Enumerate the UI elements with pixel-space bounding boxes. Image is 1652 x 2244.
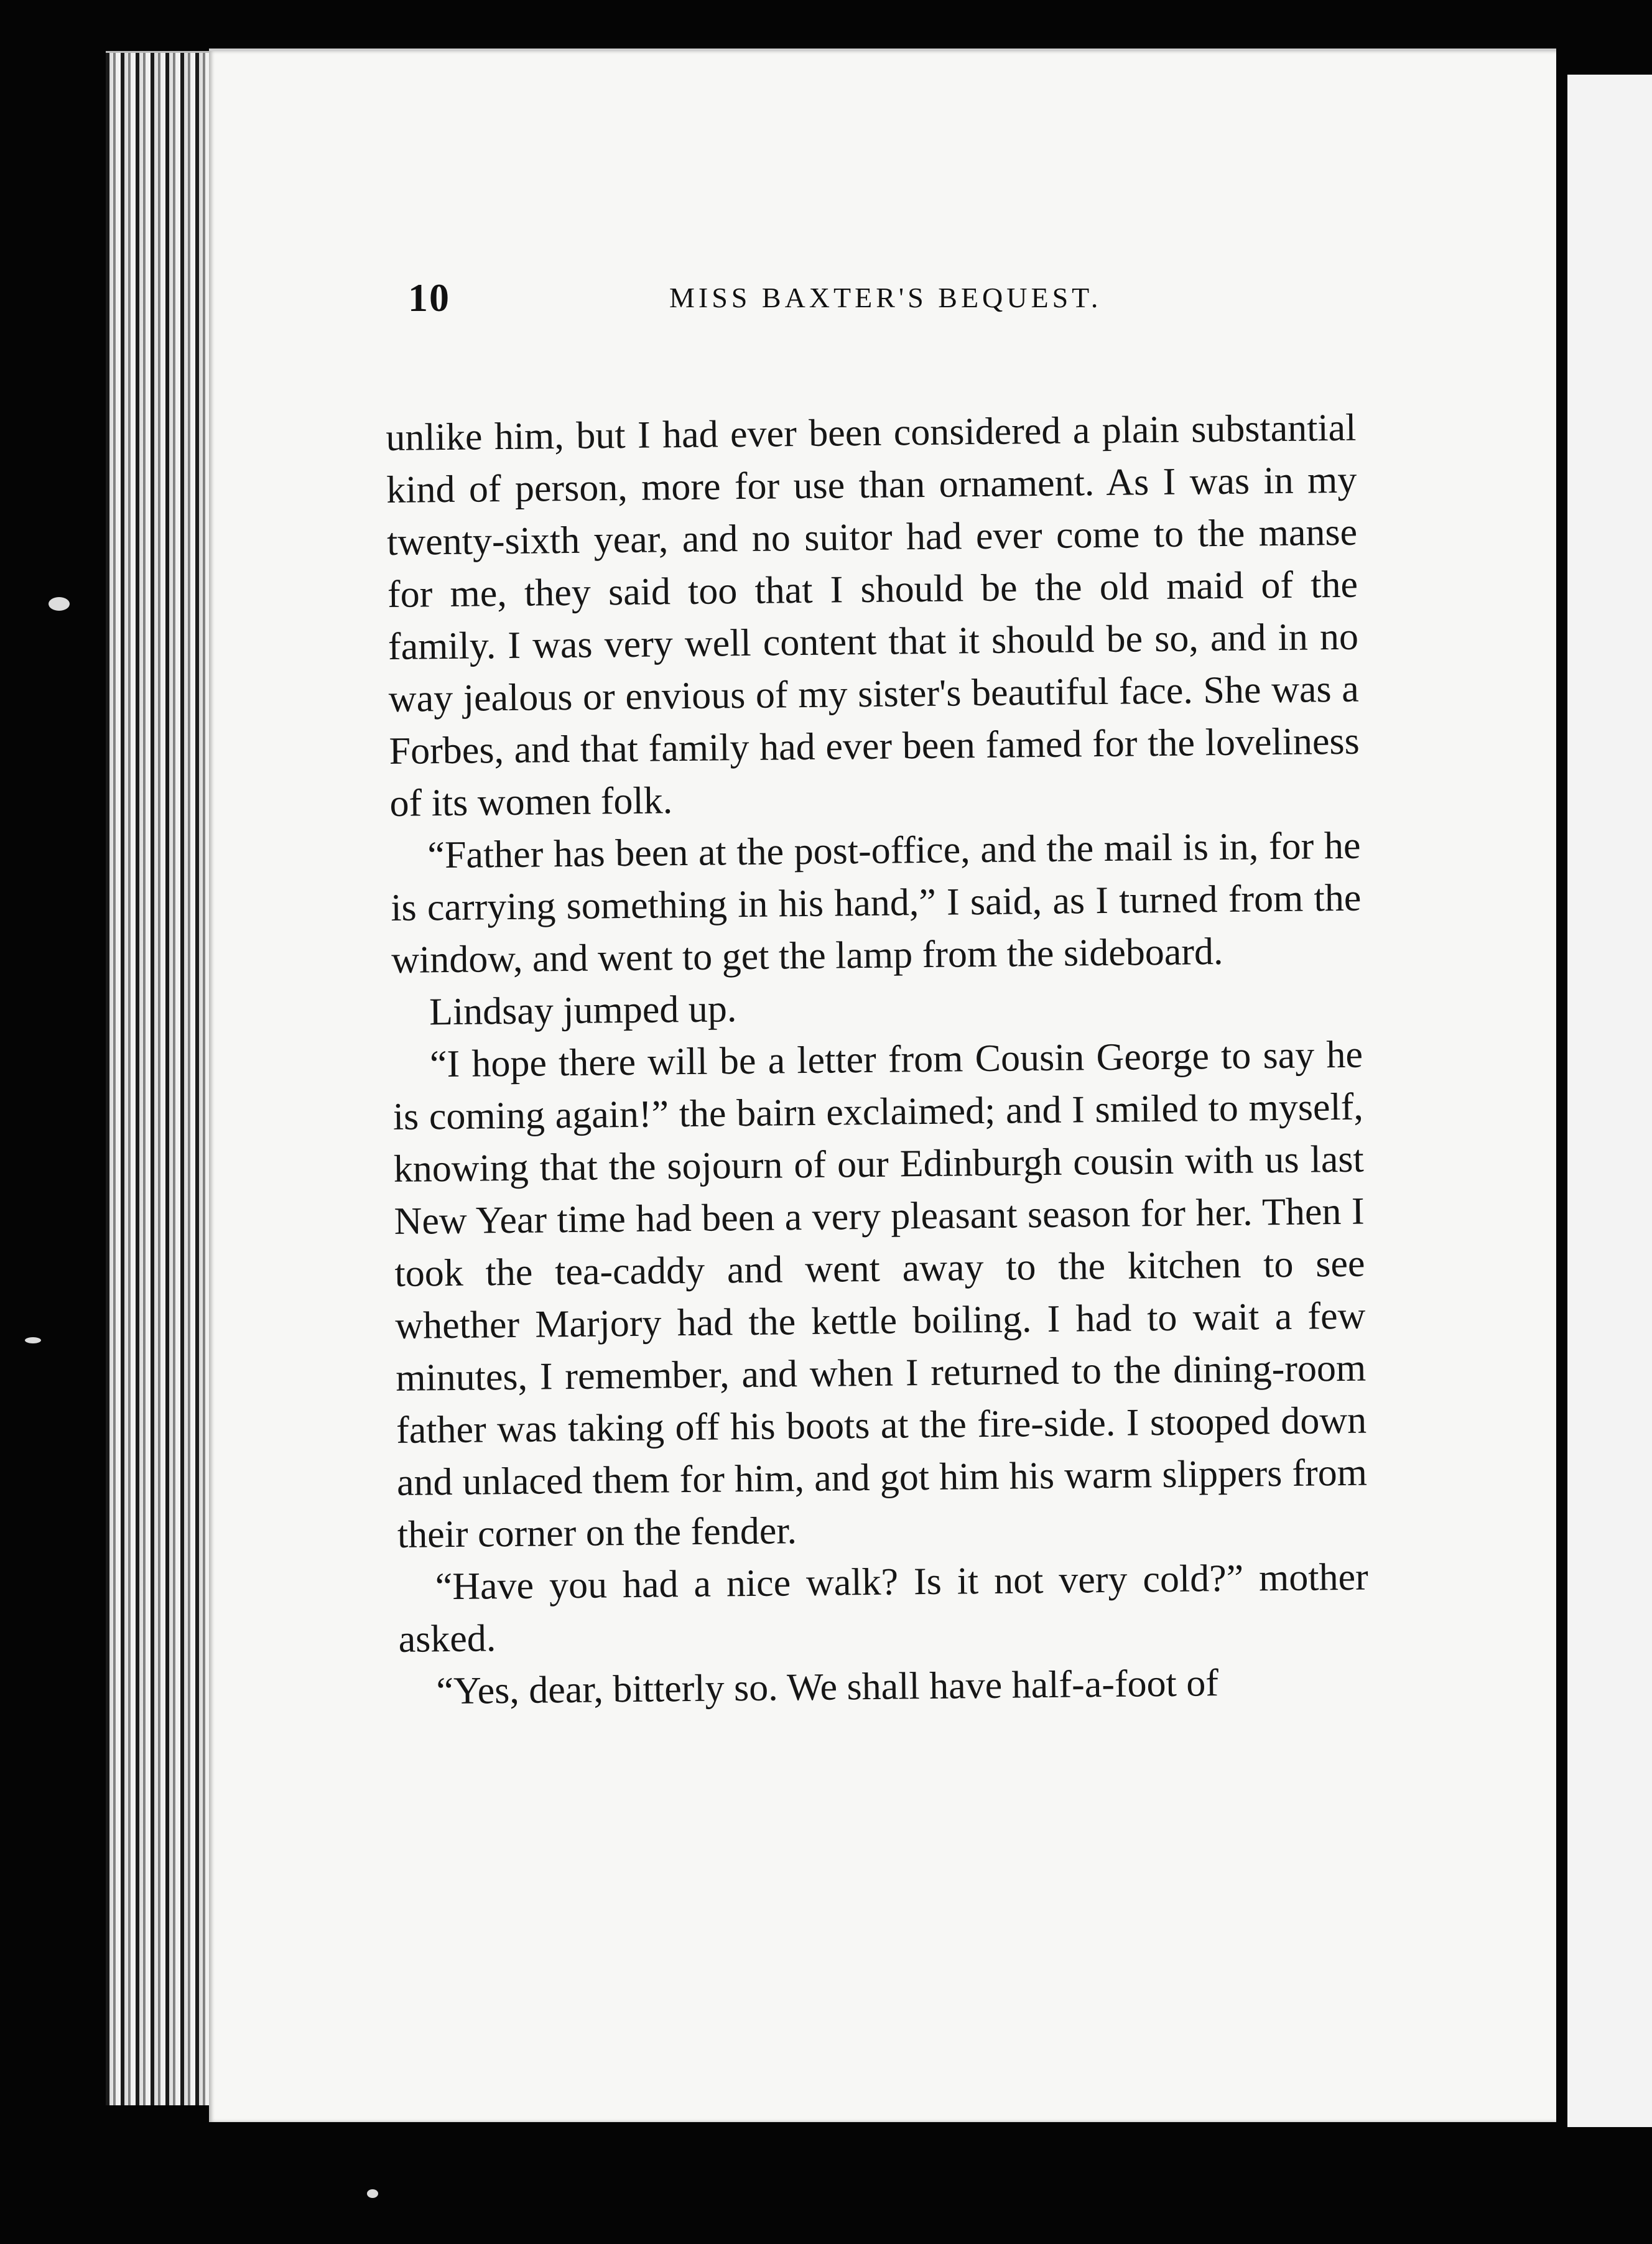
paragraph: “Father has been at the post-office, and the mail is in, for he is carrying something in his hand,” I said, as I turned from the window, and went to get the lamp from the sideboard. — [391, 824, 1362, 981]
page-header — [408, 275, 1329, 350]
running-title: MISS BAXTER'S BEQUEST. — [669, 282, 1102, 313]
scan-speck — [49, 597, 70, 611]
paragraph: “I hope there will be a letter from Cousin George to say he is coming again!” the bairn exclaimed; and I smiled to myself, knowing that the sojourn of our Edinburgh cousin with us last New Year time had been a very pleasant season for her. Then I took the tea-caddy and went away to the kitchen to see whether Marjory had the kettle boiling. I had to wait a few minutes, I remember, and when I returned to the dining-room father was taking off his boots at the fire-side. I stooped down and unlaced them for him, and got him his warm slippers from their corner on the fender. — [392, 1033, 1368, 1556]
stacked-page-edges — [106, 51, 218, 2105]
scan-speck — [25, 1337, 41, 1343]
paragraph: “Yes, dear, bitterly so. We shall have half-a-foot of — [436, 1662, 1219, 1713]
page-body — [386, 402, 1370, 1718]
scan-speck — [367, 2189, 378, 2198]
page-number: 10 — [408, 276, 450, 320]
paragraph: unlike him, but I had ever been considered a plain substantial kind of person, more for use than ornament. As I was in my twenty-sixth year, and no suitor had ever come to the manse for me, they said too that I should be the old maid of the family. I was very well content that it should be so, and in no way jealous or envious of my sister's beautiful face. She was a Forbes, and that family had ever been famed for the loveliness of its women folk. — [386, 406, 1360, 825]
facing-page-sliver — [1567, 75, 1652, 2127]
paragraph: “Have you had a nice walk? Is it not very cold?” mother asked. — [398, 1556, 1369, 1661]
paragraph: Lindsay jumped up. — [429, 988, 737, 1034]
book-page — [209, 49, 1556, 2122]
